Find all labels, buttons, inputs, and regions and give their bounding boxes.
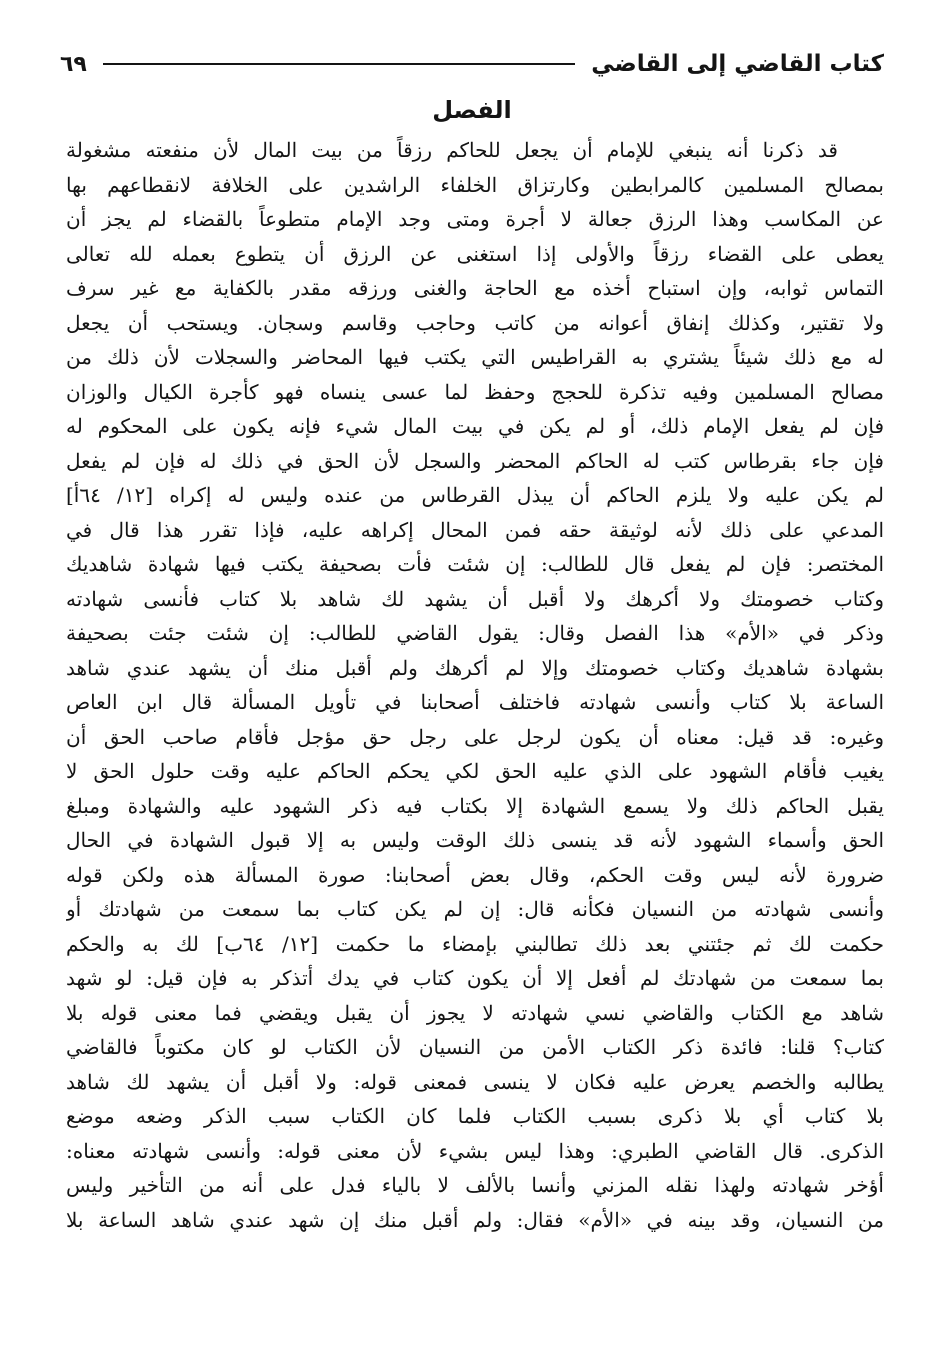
text-line: وذكر في «الأم» هذا الفصل وقال: يقول القاضي للطالب: إن شئت جئت بصحيفة xyxy=(66,621,884,645)
text-line: يقبل الحاكم ذلك ولا يسمع الشهادة إلا بكتاب فيه ذكر الشهود عليه والشهادة ومبلغ xyxy=(66,793,884,818)
text-line: بمصالح المسلمين كالمرابطين وكارتزاق الخلفاء الراشدين على الخلافة لانقطاعهم بها xyxy=(66,172,884,197)
text-line: المدعي على ذلك لأنه لوثيقة حقه فمن المحال إكراهه عليه، فإذا تقرر هذا قال في xyxy=(66,517,884,542)
text-line: مصالح المسلمين وفيه تذكرة للحجج وحفظ لما عسى ينساه فهو كأجرة الكيال والوزان xyxy=(66,379,884,404)
text-line: يعطى على القضاء رزقاً والأولى إذا استغنى عن الرزق أن يتطوع بعمله لله تعالى xyxy=(66,241,884,266)
page-header xyxy=(60,44,884,84)
text-line: يغيب فأقام الشهود على الذي عليه الحق لكي يحكم الحاكم عليه وقت حلول الحق لا xyxy=(66,759,884,783)
text-line: الحق وأسماء الشهود لأنه قد ينسى ذلك الوقت وليس به إلا قبول الشهادة في الحال xyxy=(66,828,884,852)
text-line: وأنسى شهادته من النسيان فكأنه قال: إن لم يكن كتاب بما سمعت من شهادتك أو xyxy=(66,897,884,921)
text-line: فإن جاء بقرطاس كتب له الحاكم المحضر والسجل لأن الحق في ذلك له فإن لم يفعل xyxy=(66,448,884,473)
text-line: التماس ثوابه، وإن استباح أخذه مع الحاجة والغنى ورزقه مقدر بالكفاية مع غير سرف xyxy=(66,276,884,300)
text-line: فإن لم يفعل الإمام ذلك، أو لم يكن في بيت المال شيء فإنه يكون على المحكوم له xyxy=(66,414,884,438)
text-line: يطالبه والخصم يعرض عليه فكان لا ينسى فمعنى قوله: ولا أقبل أن يشهد لك شاهد xyxy=(66,1069,884,1094)
text-line: عن المكاسب وهذا الرزق جعالة لا أجرة ومتى وجد الإمام متطوعاً بالقضاء لم يجز أن xyxy=(66,207,884,231)
text-line: بلا كتاب أي بلا ذكرى بسبب الكتاب فلما كان الكتاب سبب الذكر وضعه موضع xyxy=(66,1104,884,1128)
text-line: حكمت لك ثم جئتني بعد ذلك تطالبني بإمضاء ما حكمت [١٢/ ٦٤ب] لك به والحكم xyxy=(66,931,884,956)
header-rule xyxy=(103,63,575,65)
text-line: الذكرى. قال القاضي الطبري: وهذا ليس بشيء لأن معنى قوله: وأنسى شهادته معناه: xyxy=(66,1138,884,1163)
body-text xyxy=(66,133,884,1237)
text-line: شاهد مع الكتاب والقاضي نسي شهادته لا يجوز أن يقبل ويقضي فما معنى قوله بلا xyxy=(66,1000,884,1025)
text-line: بشهادة شاهديك وكتاب خصومتك وإلا لم أكرهك ولم أقبل منك أن يشهد عندي شاهد xyxy=(66,655,884,680)
text-line: وغيره: قد قيل: معناه أن يكون لرجل على رجل حق مؤجل فأقام صاحب الحق أن xyxy=(66,724,884,749)
running-title: كتاب القاضي إلى القاضي xyxy=(591,51,884,77)
text-line: المختصر: فإن لم يفعل قال للطالب: إن شئت فأت بصحيفة يكتب فيها شهادة شاهديك xyxy=(66,552,884,576)
text-line: لم يكن عليه ولا يلزم الحاكم أن يبذل القرطاس من عنده وليس له إكراه [١٢/ ٦٤أ] xyxy=(66,483,884,507)
text-line: كتاب؟ قلنا: فائدة ذكر الكتاب الأمن من النسيان لأن الكتاب لو كان مكتوباً فالقاضي xyxy=(66,1035,884,1059)
section-heading: الفصل xyxy=(432,96,512,124)
text-line: من النسيان، وقد بينه في «الأم» فقال: ولم أقبل منك إن شهد عندي شاهد الساعة بلا xyxy=(66,1207,884,1232)
text-line: بما سمعت من شهادتك لم أفعل إلا أن يكون كتاب في يدك أتذكر به فإن قيل: لو شهد xyxy=(66,966,884,990)
page-number: ٦٩ xyxy=(60,51,87,77)
text-line: له مع ذلك شيئاً يشتري به القراطيس التي يكتب فيها المحاضر والسجلات لأن ذلك من xyxy=(66,345,884,369)
text-line: ولا تقتير، وكذلك إنفاق أعوانه من كاتب وحاجب وقاسم وسجان. ويستحب أن يجعل xyxy=(66,310,884,335)
text-line: وكتاب خصومتك ولا أكرهك ولا أقبل أن يشهد لك شاهد بلا كتاب فأنسى شهادته xyxy=(66,586,884,611)
text-line: الساعة بلا كتاب وأنسى شهادته فاختلف أصحابنا في تأويل المسألة قال ابن العاص xyxy=(66,690,884,714)
text-line: ضرورة لأنه ليس وقت الحكم، وقال بعض أصحابنا: صورة المسألة هذه ولكن قوله xyxy=(66,862,884,887)
text-line: أؤخر شهادته ولهذا نقله المزني وأنسا بالألف لا بالياء فدل على أنه من التأخير وليس xyxy=(66,1173,884,1197)
text-line: قد ذكرنا أنه ينبغي للإمام أن يجعل للحاكم رزقاً من بيت المال لأن منفعته مشغولة xyxy=(66,138,838,162)
